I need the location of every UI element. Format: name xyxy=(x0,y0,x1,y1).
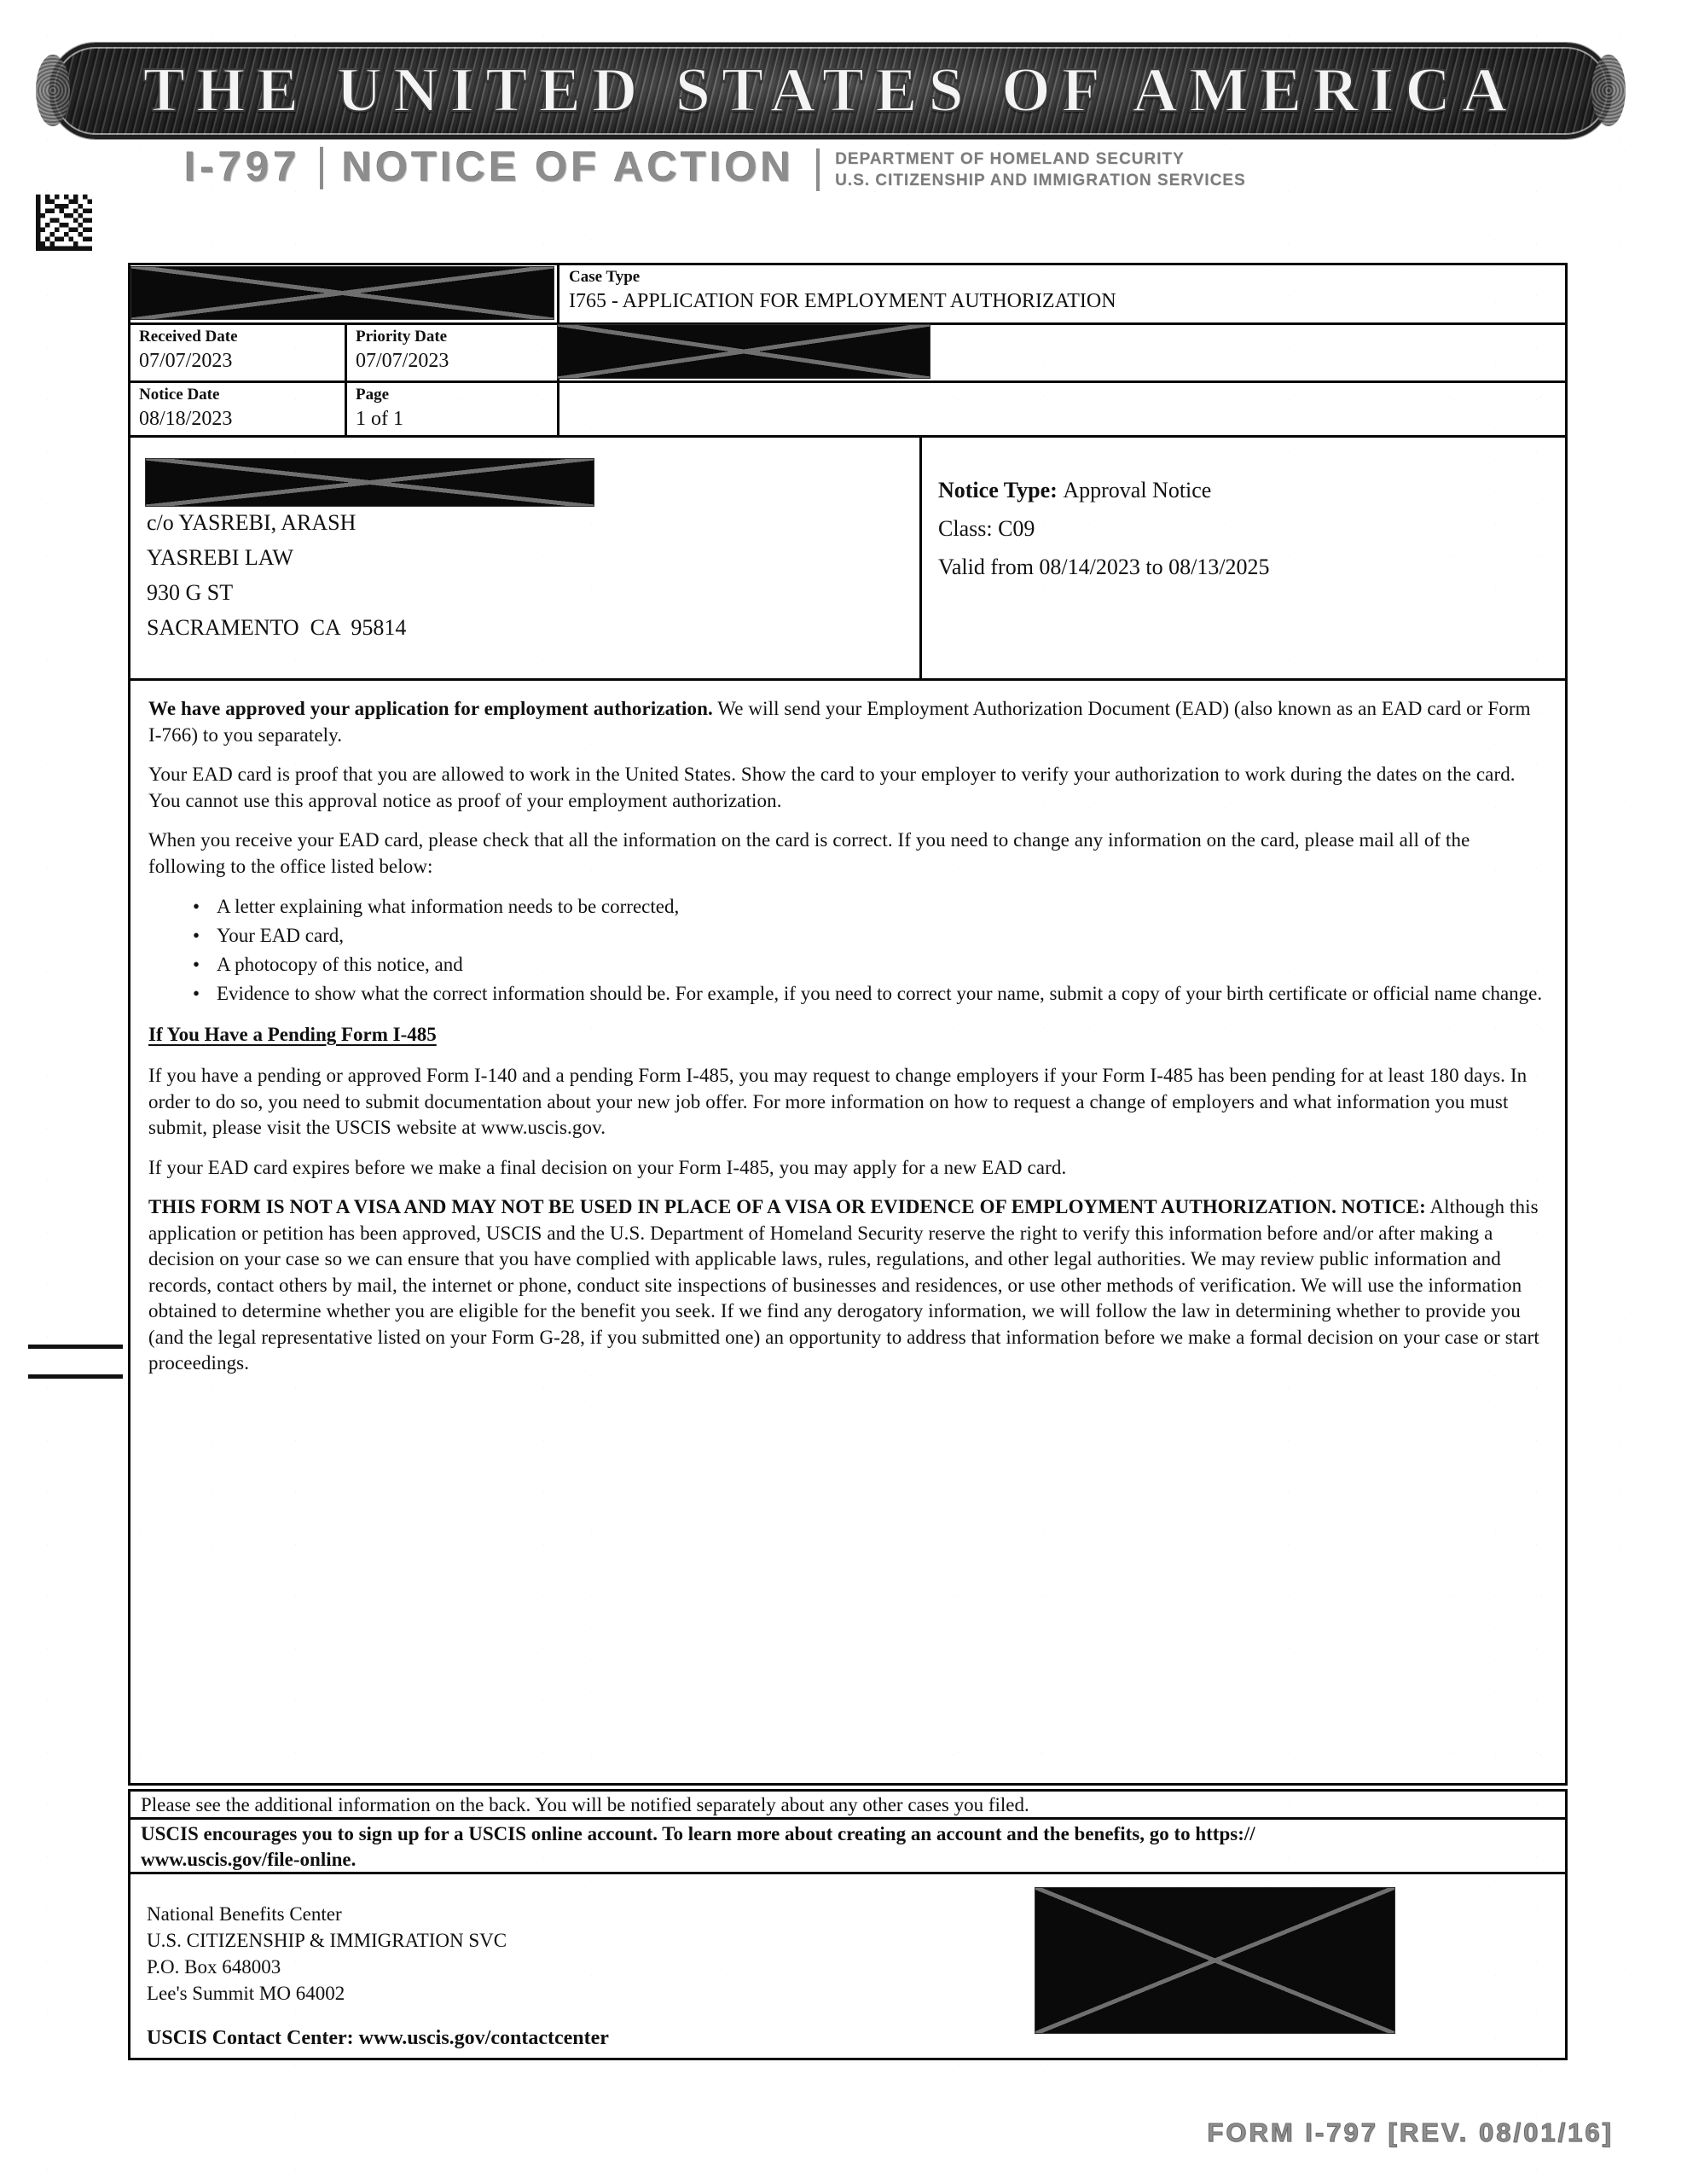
case-type-label: Case Type xyxy=(569,268,641,286)
notice-date-value: 08/18/2023 xyxy=(139,408,233,430)
banner-title: THE UNITED STATES OF AMERICA xyxy=(142,55,1519,125)
table-row-divider xyxy=(130,435,1565,438)
i140-i485-paragraph: If you have a pending or approved Form I-140 and a pending Form I-485, you may request to change employers if your Form I-485 has been pending for at least 180 days. In order to do so, you need to submit documentation about your new job offer. For more information on how to request a change of employers and what information you must submit, please visit the USCIS website at www.uscis.gov. xyxy=(148,1065,1528,1138)
recipient-name-redaction-box xyxy=(145,458,594,507)
received-date-label: Received Date xyxy=(139,328,238,346)
margin-annotation-line xyxy=(28,1345,123,1349)
received-date-value: 07/07/2023 xyxy=(139,350,233,372)
correction-checklist xyxy=(148,893,1543,1007)
uscis-line: U.S. CITIZENSHIP AND IMMIGRATION SERVICES xyxy=(835,171,1246,189)
list-item: • Evidence to show what the correct information should be. For example, if you need to correct your name, submit a copy of your birth certificate or official name change. xyxy=(217,980,1543,1007)
pending-i485-heading: If You Have a Pending Form I-485 xyxy=(148,1024,437,1045)
form-number: I-797 xyxy=(184,144,301,190)
approval-paragraph: We have approved your application for employment authorization. We will send your Employment Authorization Document (EAD) (also known as an EAD card or Form I-766) to you separately. xyxy=(148,698,1531,746)
table-col-divider xyxy=(345,322,347,435)
margin-annotation-line xyxy=(28,1374,123,1379)
form-header xyxy=(184,143,1246,191)
data-matrix-barcode-icon xyxy=(36,195,92,251)
receipt-number-redaction-box xyxy=(130,266,554,320)
notice-type-value: Approval Notice xyxy=(1063,478,1212,502)
class-line: Class: C09 xyxy=(938,516,1035,541)
notice-type-label: Notice Type: xyxy=(938,478,1064,502)
page-value: 1 of 1 xyxy=(356,408,403,430)
table-col-divider xyxy=(557,265,559,322)
ead-proof-paragraph: Your EAD card is proof that you are allowed to work in the United States. Show the card to your employer to verify your authorization to work during the dates on the card. You cannot use this approval notice as proof of your employment authorization. xyxy=(148,764,1516,811)
recipient-address-line: 930 G ST xyxy=(147,580,234,605)
recipient-address-line: c/o YASREBI, ARASH xyxy=(147,510,357,535)
valid-dates-line: Valid from 08/14/2023 to 08/13/2025 xyxy=(938,555,1270,579)
office-address-line: Lee's Summit MO 64002 xyxy=(147,1983,345,2004)
office-address-line: P.O. Box 648003 xyxy=(147,1956,281,1978)
notice-of-action-title: NOTICE OF ACTION xyxy=(341,144,795,190)
notice-body xyxy=(128,681,1568,1786)
notice-date-label: Notice Date xyxy=(139,386,220,404)
office-address-line: U.S. CITIZENSHIP & IMMIGRATION SVC xyxy=(147,1930,507,1951)
online-account-row xyxy=(128,1820,1568,1874)
ead-expires-paragraph: If your EAD card expires before we make a final decision on your Form I-485, you may apply for a new EAD card. xyxy=(148,1156,1067,1178)
list-item: • A letter explaining what information needs to be corrected, xyxy=(217,893,1543,920)
dept-homeland-security-line: DEPARTMENT OF HOMELAND SECURITY xyxy=(835,150,1185,168)
priority-date-label: Priority Date xyxy=(356,328,448,346)
usa-engraved-banner xyxy=(49,43,1612,139)
applicant-info-redaction-box xyxy=(557,324,930,379)
agency-block xyxy=(816,148,1246,191)
uscis-contact-center-line: USCIS Contact Center: www.uscis.gov/contactcenter xyxy=(147,2027,609,2049)
recipient-address-line: SACRAMENTO CA 95814 xyxy=(147,615,407,640)
form-revision-footer: FORM I-797 [REV. 08/01/16] xyxy=(1207,2117,1614,2147)
list-item: • A photocopy of this notice, and xyxy=(217,951,1543,978)
address-col-divider xyxy=(919,435,922,678)
recipient-address xyxy=(147,505,406,645)
not-a-visa-notice-paragraph: THIS FORM IS NOT A VISA AND MAY NOT BE USED IN PLACE OF A VISA OR EVIDENCE OF EMPLOYMENT AUTHORIZATION. NOTICE: Although this application or petition has been approved, USCIS and the U.S. Department of Homeland Security reserve the right to verify this information before and/or after making a decision on your case so we can ensure that you have complied with applicable laws, rules, regulations, and other legal authorities. We may review public information and records, contact others by mail, the internet or phone, conduct site inspections of businesses and residences, or use other methods of verification. We will use the information obtained to determine whether you are eligible for the benefit you seek. If we find any derogatory information, we will follow the law in determining whether to provide you (and the legal representative listed on your Form G-28, if you submitted one) an opportunity to address that information before we make a formal decision on your case or start proceedings. xyxy=(148,1196,1539,1374)
list-item: • Your EAD card, xyxy=(217,922,1543,949)
issuing-office-address xyxy=(147,1901,507,2007)
case-type-value: I765 - APPLICATION FOR EMPLOYMENT AUTHORIZATION xyxy=(569,290,1116,312)
back-information-text: Please see the additional information on the back. You will be notified separately about any other cases you filed. xyxy=(141,1794,1029,1815)
priority-date-value: 07/07/2023 xyxy=(356,350,449,372)
online-account-text: USCIS encourages you to sign up for a USCIS online account. To learn more about creating an account and the benefits, go to https:// www.uscis.gov/file-online. xyxy=(141,1823,1255,1870)
header-divider xyxy=(320,147,323,189)
check-card-paragraph: When you receive your EAD card, please check that all the information on the card is correct. If you need to change any information on the card, please mail all of the following to the office listed below: xyxy=(148,829,1470,877)
notice-info xyxy=(938,471,1270,586)
page-label: Page xyxy=(356,386,390,404)
recipient-address-line: YASREBI LAW xyxy=(147,545,293,570)
office-address-line: National Benefits Center xyxy=(147,1903,342,1925)
back-information-row xyxy=(128,1789,1568,1820)
notice-type-line xyxy=(938,471,1270,509)
